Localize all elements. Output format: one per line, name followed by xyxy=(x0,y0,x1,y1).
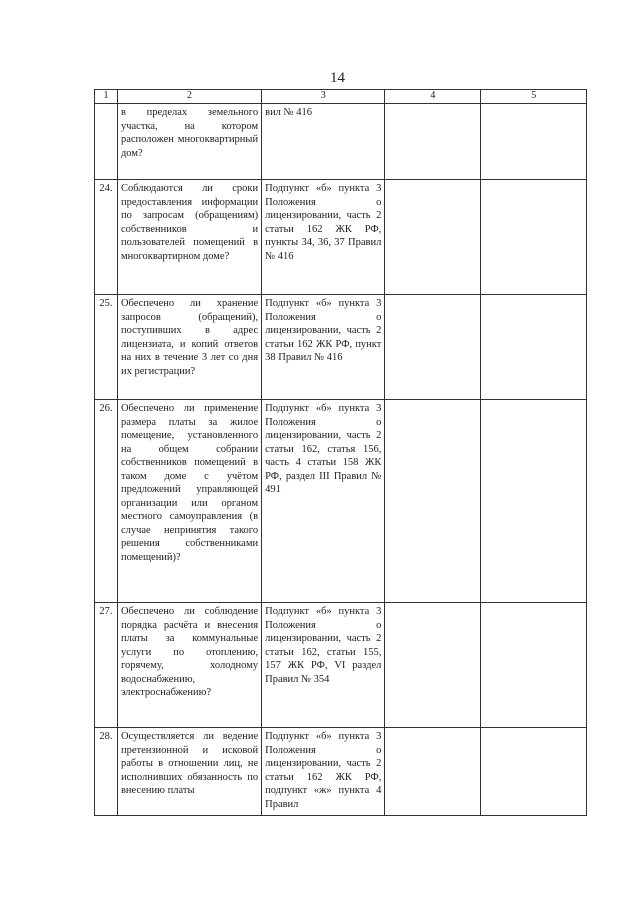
row-number: 24. xyxy=(95,180,118,295)
table-row xyxy=(95,400,587,603)
table-row xyxy=(95,728,587,816)
row-legal-basis: Подпункт «б» пункта 3 Положения о лицензировании, часть 2 статьи 162, статьи 155, 157 ЖК РФ, VI раздел Правил № 354 xyxy=(262,603,385,728)
row-cell-4 xyxy=(385,295,481,400)
table-header-row xyxy=(95,90,587,104)
row-legal-basis: вил № 416 xyxy=(262,104,385,180)
row-legal-basis: Подпункт «б» пункта 3 Положения о лицензировании, часть 2 статьи 162, статья 156, часть 4 статьи 158 ЖК РФ, раздел III Правил № 491 xyxy=(262,400,385,603)
row-cell-4 xyxy=(385,400,481,603)
row-cell-4 xyxy=(385,180,481,295)
column-header-1: 1 xyxy=(95,90,118,104)
table-row xyxy=(95,180,587,295)
column-header-4: 4 xyxy=(385,90,481,104)
row-question: Обеспечено ли применение размера платы за жилое помещение, установленного на общем собрании собственников помещений в таком доме с учётом предложений управляющей организации или органом местного самоуправления (в случае непринятия такого решения собственниками помещений)? xyxy=(117,400,261,603)
row-question: Обеспечено ли соблюдение порядка расчёта и внесения платы за коммунальные услуги по отоплению, горячему, холодному водоснабжению, электроснабжению? xyxy=(117,603,261,728)
row-cell-5 xyxy=(481,728,587,816)
column-header-5: 5 xyxy=(481,90,587,104)
row-number: 25. xyxy=(95,295,118,400)
row-question: Соблюдаются ли сроки предоставления информации по запросам (обращениям) собственников и пользователей помещений в многоквартирном доме? xyxy=(117,180,261,295)
checklist-table xyxy=(94,89,587,816)
table-row xyxy=(95,603,587,728)
row-cell-5 xyxy=(481,603,587,728)
row-number: 28. xyxy=(95,728,118,816)
table-row xyxy=(95,295,587,400)
row-legal-basis: Подпункт «б» пункта 3 Положения о лицензировании, часть 2 статьи 162 ЖК РФ, пункты 34, 36, 37 Правил № 416 xyxy=(262,180,385,295)
row-number: 27. xyxy=(95,603,118,728)
row-cell-5 xyxy=(481,180,587,295)
row-legal-basis: Подпункт «б» пункта 3 Положения о лицензировании, часть 2 статьи 162 ЖК РФ, подпункт «ж» пункта 4 Правил xyxy=(262,728,385,816)
row-question: в пределах земельного участка, на котором расположен многоквартирный дом? xyxy=(117,104,261,180)
row-cell-5 xyxy=(481,400,587,603)
page-number: 14 xyxy=(330,70,345,86)
row-cell-5 xyxy=(481,104,587,180)
row-cell-5 xyxy=(481,295,587,400)
row-cell-4 xyxy=(385,728,481,816)
row-cell-4 xyxy=(385,603,481,728)
row-number xyxy=(95,104,118,180)
row-cell-4 xyxy=(385,104,481,180)
row-number: 26. xyxy=(95,400,118,603)
column-header-2: 2 xyxy=(117,90,261,104)
table-row xyxy=(95,104,587,180)
row-legal-basis: Подпункт «б» пункта 3 Положения о лицензировании, часть 2 статьи 162 ЖК РФ, пункт 38 Правил № 416 xyxy=(262,295,385,400)
row-question: Обеспечено ли хранение запросов (обращений), поступивших в адрес лицензиата, и копий ответов на них в течение 3 лет со дня их регистрации? xyxy=(117,295,261,400)
column-header-3: 3 xyxy=(262,90,385,104)
row-question: Осуществляется ли ведение претензионной и исковой работы в отношении лиц, не исполнивших обязанность по внесению платы xyxy=(117,728,261,816)
